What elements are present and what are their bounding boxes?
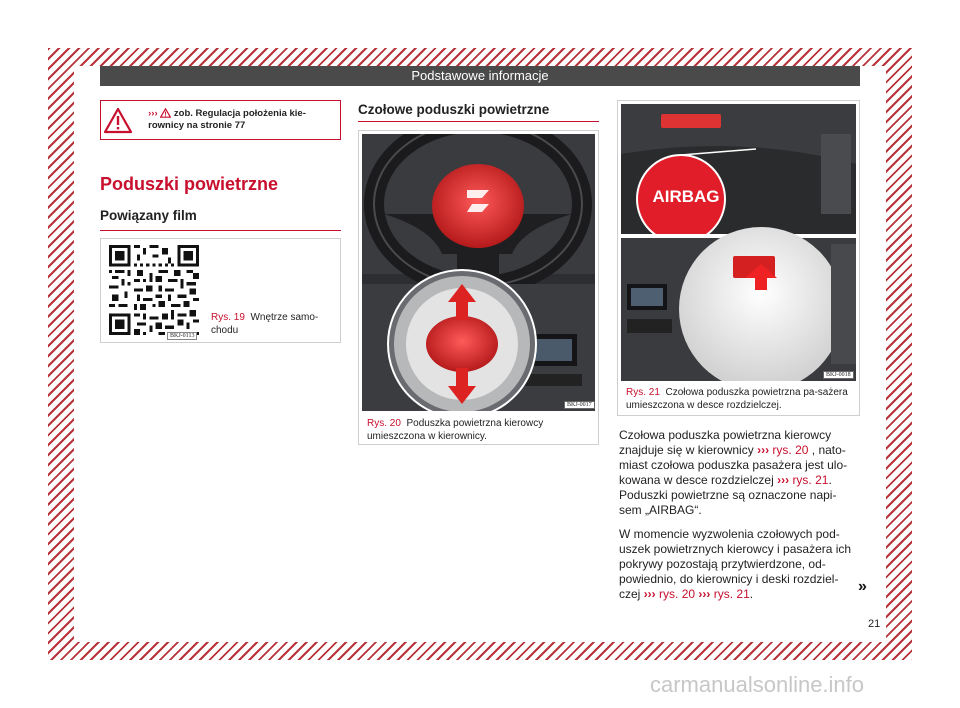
figure-caption — [367, 417, 595, 443]
text-span: . Poduszki powietrzne są oznaczone napi-sem „AIRBAG“. — [619, 473, 837, 517]
reference-chevrons: ››› — [643, 587, 656, 601]
section-title: Poduszki powietrzne — [100, 174, 279, 194]
paragraph — [619, 428, 855, 518]
figure-caption — [626, 386, 856, 412]
front-airbags-heading: Czołowe poduszki powietrzne — [358, 102, 550, 117]
small-warning-icon — [160, 108, 171, 118]
figure-reference-link[interactable]: rys. 21 — [792, 473, 829, 487]
passenger-airbag-image — [621, 104, 856, 381]
figure-reference-link[interactable]: rys. 20 — [772, 443, 809, 457]
warning-link-text[interactable]: zob. Regulacja położenia kie-rownicy na stronie 77 — [148, 108, 306, 131]
image-code: BKJ-0017 — [564, 401, 595, 409]
figure-caption-text: Czołowa poduszka powietrzna pa-sażera umieszczona w desce rozdzielczej. — [626, 387, 848, 411]
figure-caption-text: Poduszka powietrzna kierowcy umieszczona w kierownicy. — [367, 418, 544, 442]
reference-chevrons: ››› — [698, 587, 711, 601]
qr-code-icon[interactable] — [109, 245, 199, 335]
figure-label: Rys. 21 — [626, 387, 660, 398]
related-film-heading: Powiązany film — [100, 208, 197, 223]
film-box — [100, 238, 341, 343]
divider — [358, 121, 599, 122]
figure-label: Rys. 19 — [211, 312, 245, 323]
figure-caption — [211, 311, 335, 337]
figure-reference-link[interactable]: rys. 21 — [713, 587, 750, 601]
watermark: carmanualsonline.info — [650, 672, 865, 697]
warning-text — [134, 108, 340, 132]
body-text — [619, 428, 855, 611]
reference-chevrons: ››› — [757, 443, 770, 457]
text-span: , nato-miast czołowa poduszka pasażera jest ulo-kowana w desce rozdzielczej — [619, 443, 848, 487]
steering-wheel-airbag-image — [362, 134, 595, 411]
figure-21 — [617, 100, 860, 416]
text-span: . — [749, 587, 754, 601]
warning-triangle-icon — [101, 101, 134, 139]
page-number: 21 — [868, 618, 881, 630]
paragraph — [619, 527, 855, 602]
figure-label: Rys. 20 — [367, 418, 401, 429]
image-code: BKJ-0018 — [823, 371, 854, 379]
figure-20 — [358, 130, 599, 445]
reference-chevrons: ››› — [148, 108, 158, 119]
text-span: Czołowa poduszka powietrzna kierowcy znajduje się w kierownicy — [619, 428, 832, 457]
image-code: BKJ-0113 — [167, 332, 197, 340]
figure-reference-link[interactable]: rys. 20 — [659, 587, 696, 601]
figure-caption-text: Wnętrze samo-chodu — [211, 312, 319, 336]
continued-arrow-icon: » — [858, 578, 867, 595]
page-header: Podstawowe informacje — [100, 66, 860, 86]
airbag-label: AIRBAG — [652, 187, 720, 206]
text-span: W momencie wyzwolenia czołowych pod-uszek powietrznych kierowcy i pasażera ich pokrywy pozostają przytwierdzone, od-powiednio, do kierownicy i deski rozdziel-czej — [619, 527, 852, 601]
reference-chevrons: ››› — [777, 473, 790, 487]
divider — [100, 230, 341, 231]
warning-box — [100, 100, 341, 140]
